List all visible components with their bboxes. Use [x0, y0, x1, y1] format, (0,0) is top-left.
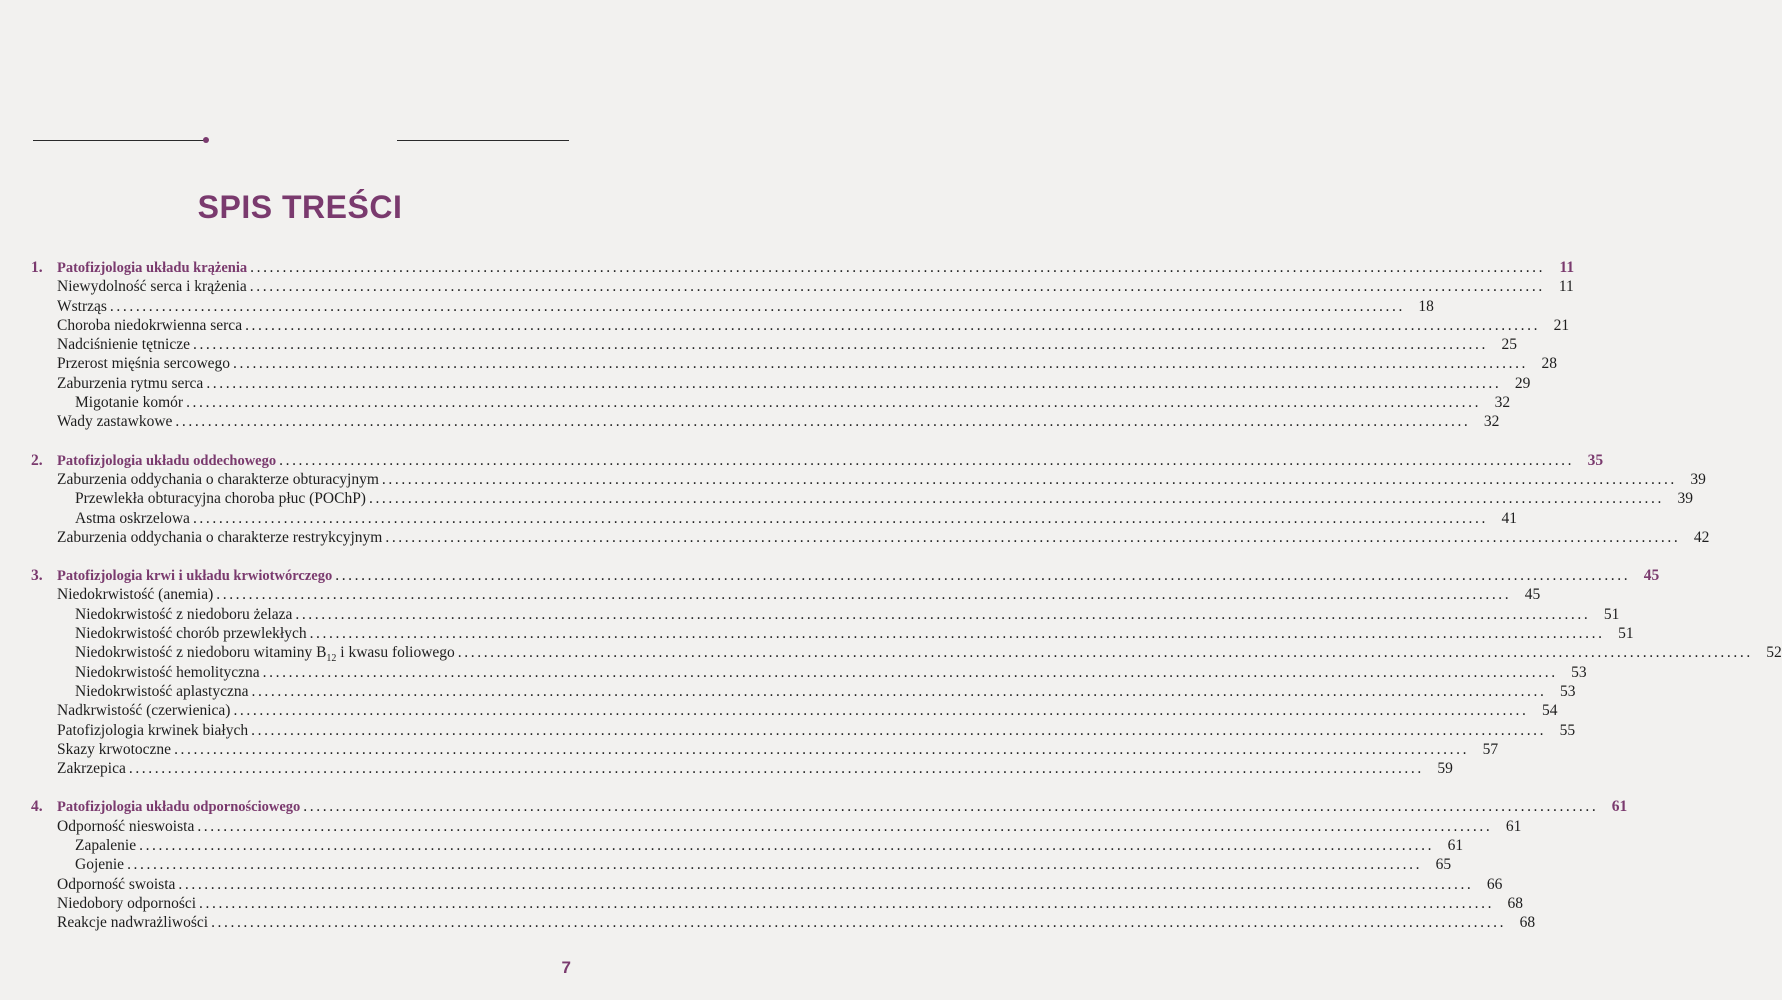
- entry-page-number: 53: [1559, 682, 1576, 700]
- entry-title: [57, 528, 382, 547]
- entry-title-text: Nadkrwistość (czerwienica): [57, 702, 231, 720]
- entry-title: [75, 663, 260, 682]
- entry-page-number: 11: [1558, 278, 1574, 296]
- entry-title: [57, 470, 379, 489]
- entry-title: [75, 624, 307, 643]
- dot-leader: ........................................................................................................................................................................................................: [127, 856, 1423, 874]
- chapter-page-number: 11: [1559, 259, 1575, 276]
- page-title: SPIS TREŚCI: [197, 189, 403, 226]
- toc-entry[interactable]: [31, 721, 1576, 740]
- entry-page-number: 18: [1418, 297, 1434, 315]
- toc-chapter-entry[interactable]: [31, 258, 1575, 277]
- chapter-title: Patofizjologia krwi i układu krwiotwórczego: [57, 568, 333, 585]
- entry-title: [57, 412, 172, 431]
- toc-entry[interactable]: [31, 913, 1536, 932]
- toc-entry[interactable]: [31, 316, 1570, 335]
- entry-page-number: 68: [1519, 914, 1536, 932]
- toc-entry[interactable]: [31, 374, 1531, 393]
- entry-title-text: Skazy krwotoczne: [57, 740, 172, 758]
- decorative-dot: [203, 137, 209, 143]
- entry-title-text: Niedokrwistość (anemia): [57, 586, 214, 604]
- toc-entry[interactable]: [31, 875, 1503, 894]
- entry-title: [75, 509, 190, 528]
- entry-title-text: Przerost mięśnia sercowego: [57, 355, 231, 373]
- toc-entry[interactable]: [31, 817, 1522, 836]
- entry-title-text: Reakcje nadwrażliwości: [57, 914, 209, 932]
- dot-leader: ........................................................................................................................................................................................................: [295, 605, 1591, 623]
- dot-leader: ........................................................................................................................................................................................................: [249, 278, 1545, 296]
- dot-leader: ........................................................................................................................................................................................................: [109, 297, 1405, 315]
- toc-entry[interactable]: [31, 509, 1517, 528]
- entry-title-text: Migotanie komór: [75, 394, 184, 412]
- dot-leader: ........................................................................................................................................................................................................: [206, 374, 1502, 392]
- entry-title: [57, 913, 208, 932]
- toc-section: [31, 451, 1710, 547]
- entry-title: [57, 374, 203, 393]
- entry-title: [57, 316, 242, 335]
- entry-title: [75, 836, 136, 855]
- toc-entry[interactable]: [31, 585, 1541, 604]
- entry-title-text: Zaburzenia oddychania o charakterze restrykcyjnym: [57, 528, 383, 546]
- chapter-number: 3.: [31, 567, 43, 585]
- toc-entry[interactable]: [31, 489, 1693, 508]
- entry-page-number: 61: [1447, 837, 1464, 855]
- entry-title: [57, 759, 126, 778]
- entry-page-number: 51: [1603, 605, 1620, 623]
- dot-leader: ........................................................................................................................................................................................................: [233, 355, 1529, 373]
- entry-page-number: 68: [1507, 894, 1524, 912]
- table-of-contents: [31, 258, 1782, 952]
- chapter-page-number: 35: [1587, 451, 1604, 469]
- entry-page-number: 52: [1766, 644, 1782, 662]
- chapter-title: Patofizjologia układu odpornościowego: [57, 799, 301, 816]
- entry-title-text: Nadciśnienie tętnicze: [57, 336, 190, 354]
- entry-title: [75, 605, 292, 624]
- toc-section: [31, 797, 1628, 932]
- toc-entry[interactable]: [31, 894, 1524, 913]
- entry-page-number: 61: [1505, 817, 1522, 835]
- toc-entry[interactable]: [31, 470, 1706, 489]
- dot-leader: ........................................................................................................................................................................................................: [381, 470, 1677, 488]
- dot-leader: ........................................................................................................................................................................................................: [186, 394, 1482, 412]
- entry-title: [57, 875, 175, 894]
- entry-title-text: Odporność swoista: [57, 875, 176, 893]
- toc-section: [31, 566, 1782, 778]
- entry-title: [75, 393, 183, 412]
- entry-subscript: 12: [326, 653, 337, 665]
- entry-title: [75, 855, 124, 874]
- entry-page-number: 66: [1486, 875, 1503, 893]
- entry-page-number: 45: [1524, 586, 1541, 604]
- entry-page-number: 39: [1690, 470, 1706, 488]
- dot-leader: ........................................................................................................................................................................................................: [368, 490, 1664, 508]
- toc-entry[interactable]: [31, 277, 1574, 296]
- entry-title: [75, 643, 455, 665]
- toc-entry[interactable]: [31, 855, 1452, 874]
- dot-leader: ........................................................................................................................................................................................................: [199, 894, 1495, 912]
- toc-entry[interactable]: [31, 643, 1782, 665]
- toc-entry[interactable]: [31, 701, 1558, 720]
- toc-entry[interactable]: [31, 740, 1499, 759]
- decorative-rule-right: [397, 140, 569, 141]
- entry-title-text: Niewydolność serca i krążenia: [57, 278, 247, 296]
- entry-page-number: 55: [1559, 721, 1576, 739]
- entry-title-text: Wady zastawkowe: [57, 413, 173, 431]
- dot-leader: ........................................................................................................................................................................................................: [335, 567, 1631, 585]
- entry-page-number: 39: [1677, 490, 1693, 508]
- entry-title: [75, 489, 366, 508]
- toc-entry[interactable]: [31, 836, 1464, 855]
- dot-leader: ........................................................................................................................................................................................................: [192, 336, 1488, 354]
- dot-leader: ........................................................................................................................................................................................................: [192, 509, 1488, 527]
- entry-page-number: 57: [1482, 740, 1499, 758]
- toc-chapter-entry[interactable]: [31, 797, 1628, 816]
- entry-page-number: 53: [1571, 663, 1587, 681]
- entry-title-text: Choroba niedokrwienna serca: [57, 316, 243, 334]
- toc-entry[interactable]: [31, 354, 1558, 373]
- entry-page-number: 29: [1514, 374, 1531, 392]
- dot-leader: ........................................................................................................................................................................................................: [279, 451, 1575, 469]
- toc-entry[interactable]: [31, 624, 1634, 643]
- dot-leader: ........................................................................................................................................................................................................: [303, 798, 1599, 816]
- dot-leader: ........................................................................................................................................................................................................: [251, 682, 1547, 700]
- dot-leader: ........................................................................................................................................................................................................: [250, 259, 1546, 276]
- entry-title-text: Zaburzenia rytmu serca: [57, 374, 204, 392]
- entry-page-number: 25: [1501, 336, 1517, 354]
- entry-title: [57, 277, 247, 296]
- toc-chapter-entry[interactable]: [31, 451, 1604, 470]
- entry-page-number: 32: [1494, 394, 1511, 412]
- entry-title: [57, 297, 107, 316]
- entry-title-text: Zapalenie: [75, 837, 137, 855]
- toc-entry[interactable]: [31, 759, 1453, 778]
- chapter-page-number: 61: [1611, 798, 1628, 816]
- dot-leader: ........................................................................................................................................................................................................: [175, 413, 1471, 431]
- entry-title-continuation: i kwasu foliowego: [336, 644, 455, 662]
- entry-page-number: 54: [1541, 702, 1558, 720]
- entry-title-text: Wstrząs: [57, 297, 107, 315]
- entry-page-number: 51: [1618, 625, 1634, 643]
- toc-entry[interactable]: [31, 297, 1434, 316]
- entry-title: [57, 585, 213, 604]
- entry-page-number: 65: [1435, 856, 1452, 874]
- dot-leader: ........................................................................................................................................................................................................: [385, 528, 1681, 546]
- entry-page-number: 42: [1693, 528, 1710, 546]
- dot-leader: ........................................................................................................................................................................................................: [251, 721, 1547, 739]
- toc-entry[interactable]: [31, 682, 1576, 701]
- entry-page-number: 59: [1437, 760, 1453, 778]
- toc-entry[interactable]: [31, 335, 1517, 354]
- toc-section: [31, 258, 1575, 432]
- chapter-number: 2.: [31, 451, 43, 469]
- entry-title: [57, 740, 171, 759]
- entry-title-text: Niedokrwistość chorób przewlekłych: [75, 625, 307, 643]
- chapter-number: 4.: [31, 798, 43, 816]
- toc-entry[interactable]: [31, 663, 1587, 682]
- toc-entry[interactable]: [31, 393, 1511, 412]
- entry-title-text: Odporność nieswoista: [57, 817, 195, 835]
- toc-entry[interactable]: [31, 412, 1500, 431]
- chapter-number: 1.: [31, 259, 43, 276]
- dot-leader: ........................................................................................................................................................................................................: [457, 644, 1753, 662]
- entry-title-text: Niedobory odporności: [57, 894, 197, 912]
- dot-leader: ........................................................................................................................................................................................................: [262, 663, 1558, 681]
- toc-entry[interactable]: [31, 528, 1710, 547]
- entry-title-text: Astma oskrzelowa: [75, 509, 190, 527]
- dot-leader: ........................................................................................................................................................................................................: [178, 875, 1474, 893]
- dot-leader: ........................................................................................................................................................................................................: [139, 837, 1435, 855]
- dot-leader: ........................................................................................................................................................................................................: [233, 702, 1529, 720]
- dot-leader: ........................................................................................................................................................................................................: [216, 586, 1512, 604]
- chapter-title: Patofizjologia układu oddechowego: [57, 452, 277, 469]
- dot-leader: ........................................................................................................................................................................................................: [128, 760, 1424, 778]
- entry-title-text: Niedokrwistość z niedoboru witaminy B: [75, 644, 327, 662]
- dot-leader: ........................................................................................................................................................................................................: [245, 316, 1541, 334]
- entry-title-text: Przewlekła obturacyjna choroba płuc (POChP): [75, 490, 366, 508]
- entry-title-text: Niedokrwistość z niedoboru żelaza: [75, 605, 293, 623]
- entry-title-text: Zakrzepica: [57, 760, 126, 778]
- entry-title: [57, 335, 190, 354]
- toc-entry[interactable]: [31, 605, 1620, 624]
- entry-title-text: Gojenie: [75, 856, 125, 874]
- page-number: 7: [561, 958, 571, 977]
- dot-leader: ........................................................................................................................................................................................................: [174, 740, 1470, 758]
- dot-leader: ........................................................................................................................................................................................................: [211, 914, 1507, 932]
- entry-page-number: 32: [1483, 413, 1500, 431]
- entry-title-text: Niedokrwistość hemolityczna: [75, 663, 260, 681]
- chapter-title: Patofizjologia układu krążenia: [57, 260, 248, 276]
- entry-page-number: 28: [1541, 355, 1558, 373]
- dot-leader: ........................................................................................................................................................................................................: [309, 625, 1605, 643]
- entry-title: [57, 721, 248, 740]
- dot-leader: ........................................................................................................................................................................................................: [197, 817, 1493, 835]
- entry-title-text: Zaburzenia oddychania o charakterze obturacyjnym: [57, 470, 379, 488]
- entry-title-text: Patofizjologia krwinek białych: [57, 721, 249, 739]
- entry-title: [57, 894, 196, 913]
- chapter-page-number: 45: [1643, 567, 1660, 585]
- entry-page-number: 21: [1553, 316, 1570, 334]
- entry-page-number: 41: [1501, 509, 1517, 527]
- entry-title: [75, 682, 248, 701]
- entry-title: [57, 817, 194, 836]
- decorative-rule-left: [33, 140, 205, 141]
- entry-title: [57, 701, 230, 720]
- entry-title-text: Niedokrwistość aplastyczna: [75, 682, 249, 700]
- toc-chapter-entry[interactable]: [31, 566, 1660, 585]
- entry-title: [57, 354, 230, 373]
